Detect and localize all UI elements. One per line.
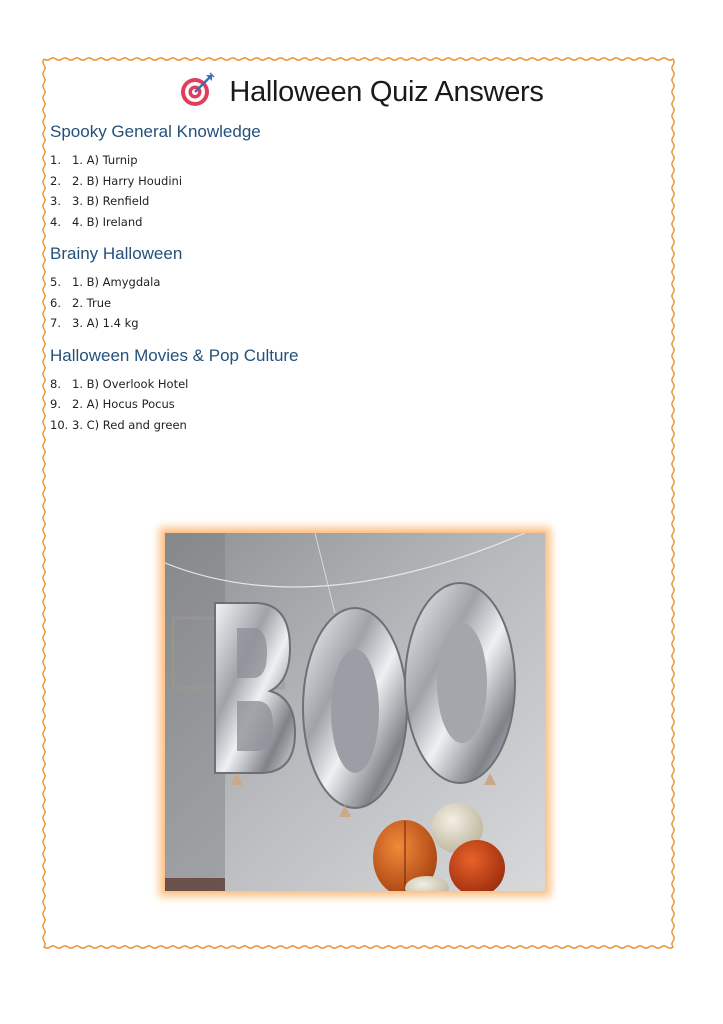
section-halloween-movies-pop-culture <box>50 344 650 436</box>
answer-text: 1. B) Amygdala <box>72 275 161 289</box>
answer-item <box>50 272 650 293</box>
answer-text: 4. B) Ireland <box>72 214 143 229</box>
answer-item <box>50 171 650 192</box>
answer-text: 2. B) Harry Houdini <box>72 173 183 188</box>
item-number: 5. <box>50 275 61 289</box>
item-number: 10. <box>50 417 69 432</box>
answer-text: 2. A) Hocus Pocus <box>72 397 175 411</box>
answer-item <box>50 415 650 436</box>
answer-item <box>50 293 650 314</box>
answer-text: 3. B) Renfield <box>72 194 150 208</box>
answer-text: 1. A) Turnip <box>72 153 138 167</box>
item-number: 4. <box>50 214 61 229</box>
boo-balloons-photo <box>165 533 545 891</box>
answer-item <box>50 394 650 415</box>
item-number: 7. <box>50 316 61 330</box>
item-number: 8. <box>50 376 61 391</box>
title-row <box>0 72 723 112</box>
page-title: Halloween Quiz Answers <box>229 75 544 108</box>
section-heading: Brainy Halloween <box>50 244 183 263</box>
target-bullseye-icon <box>179 72 215 113</box>
section-brainy-halloween <box>50 242 650 334</box>
section-heading: Spooky General Knowledge <box>50 122 261 141</box>
item-number: 6. <box>50 295 61 310</box>
answer-text: 3. A) 1.4 kg <box>72 316 139 330</box>
item-number: 2. <box>50 173 61 188</box>
boo-balloons-illustration <box>165 533 545 891</box>
answer-item <box>50 150 650 171</box>
item-number: 3. <box>50 194 61 208</box>
section-spooky-general-knowledge <box>50 120 650 232</box>
answer-text: 3. C) Red and green <box>72 417 187 432</box>
answer-item <box>50 313 650 334</box>
answer-text: 1. B) Overlook Hotel <box>72 376 189 391</box>
section-heading: Halloween Movies & Pop Culture <box>50 345 299 365</box>
answer-list <box>50 150 650 232</box>
item-number: 9. <box>50 397 61 411</box>
item-number: 1. <box>50 153 61 167</box>
answer-item <box>50 191 650 212</box>
answer-item <box>50 212 650 233</box>
answer-list <box>50 374 650 436</box>
answer-item <box>50 374 650 395</box>
answer-text: 2. True <box>72 295 112 310</box>
answer-sections <box>50 120 650 445</box>
answer-list <box>50 272 650 334</box>
